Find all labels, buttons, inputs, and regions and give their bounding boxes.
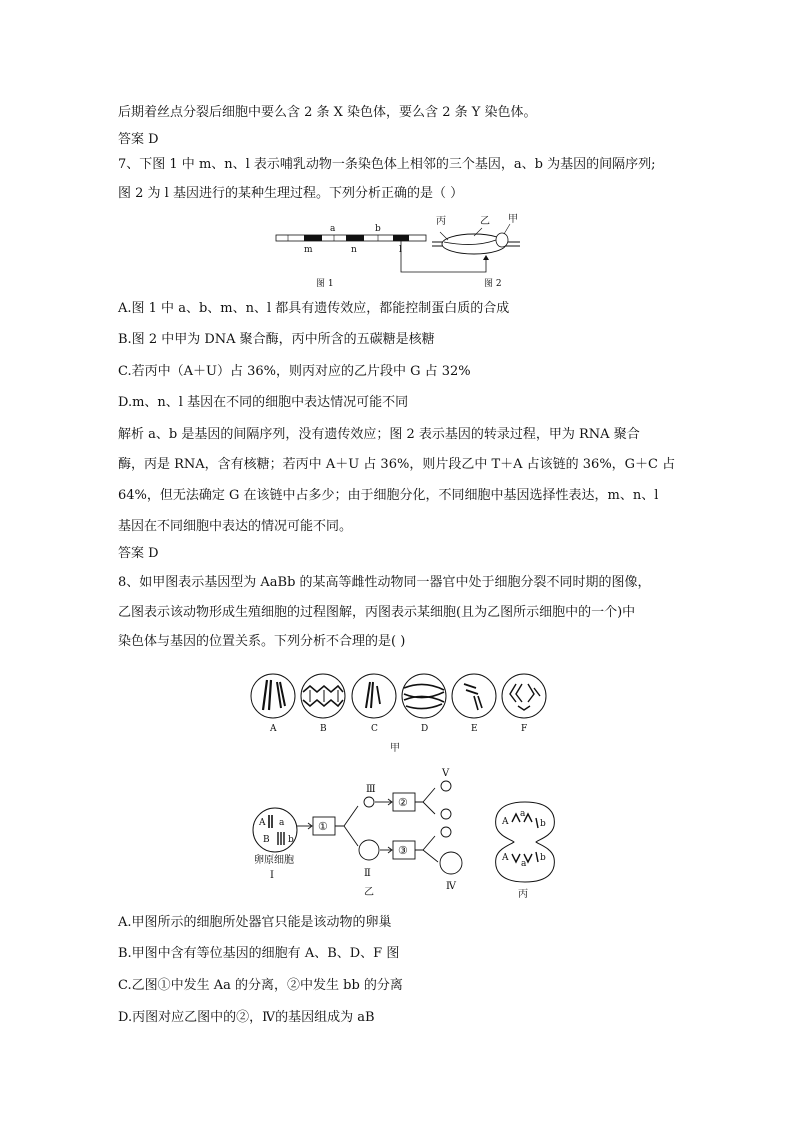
q8-option-c: C.乙图①中发生 Aa 的分离，②中发生 bb 的分离 — [118, 978, 403, 993]
cell-IV — [440, 852, 462, 874]
q8-stem-line-3: 染色体与基因的位置关系。下列分析不合理的是( ) — [118, 634, 406, 649]
q8-stem-line-1: 8、如甲图表示基因型为 AaBb 的某高等雌性动物同一器官中处于细胞分裂不同时期的图像， — [118, 575, 651, 590]
bing-gene-A-top: A — [502, 817, 509, 827]
oogonium-cell — [253, 808, 297, 852]
label-jia: 甲 — [508, 214, 518, 225]
label-bing: 丙 — [436, 216, 446, 227]
stage-V: Ⅴ — [442, 768, 450, 779]
q8-option-d: D.丙图对应乙图中的②，Ⅳ的基因组成为 aB — [118, 1010, 375, 1025]
cell-label-c: C — [371, 724, 378, 734]
label-m: m — [304, 245, 313, 255]
cell-e — [452, 674, 496, 718]
cell-label-b: B — [320, 724, 327, 734]
label-l: l — [399, 245, 402, 255]
q7-answer: 答案 D — [118, 546, 159, 561]
q7-analysis-line-2: 酶，丙是 RNA，含有核糖；若丙中 A＋U 占 36%，则片段乙中 T＋A 占该链的 36%，G＋C 占 — [118, 457, 676, 472]
stage-III: Ⅲ — [366, 784, 376, 795]
bing-gene-b-top: b — [540, 819, 546, 829]
oogonium-label: 卵原细胞 — [254, 855, 294, 866]
stage-I: Ⅰ — [270, 870, 274, 881]
q7-analysis-line-3: 64%，但无法确定 G 在该链中占多少；由于细胞分化，不同细胞中基因选择性表达，m、n、l — [118, 488, 659, 503]
chromosome-bar — [276, 235, 426, 241]
bing-gene-a-top: a — [520, 809, 526, 819]
intro-line: 后期着丝点分裂后细胞中要么含 2 条 X 染色体，要么含 2 条 Y 染色体。 — [118, 105, 537, 120]
cell-label-a: A — [270, 724, 277, 734]
q8-stem-line-2: 乙图表示该动物形成生殖细胞的过程图解，丙图表示某细胞(且为乙图所示细胞中的一个)中 — [118, 605, 636, 620]
gene-a: a — [279, 818, 285, 828]
q7-option-d: D.m、n、l 基因在不同的细胞中表达情况可能不同 — [118, 395, 409, 410]
cell-label-f: F — [521, 724, 528, 734]
q7-option-b: B.图 2 中甲为 DNA 聚合酶，丙中所含的五碳糖是核糖 — [118, 332, 435, 347]
bing-gene-b-bottom: b — [540, 853, 546, 863]
cell-f — [502, 674, 546, 718]
label-b: b — [375, 224, 381, 234]
q7-stem-line-2: 图 2 为 l 基因进行的某种生理过程。下列分析正确的是（ ） — [118, 186, 464, 201]
cell-c — [352, 674, 396, 718]
q7-option-a: A.图 1 中 a、b、m、n、l 都具有遗传效应，都能控制蛋白质的合成 — [118, 301, 510, 316]
label-yi: 乙 — [480, 216, 490, 227]
cell-label-d: D — [421, 724, 429, 734]
caption-yi: 乙 — [364, 887, 374, 898]
caption-figure-1: 图 1 — [316, 279, 334, 289]
stage-II: Ⅱ — [364, 868, 371, 879]
step-2: ② — [398, 796, 408, 809]
q7-option-c: C.若丙中（A＋U）占 36%，则丙对应的乙片段中 G 占 32% — [118, 364, 471, 379]
cell-b — [301, 674, 345, 718]
stage-IV: Ⅳ — [446, 881, 456, 892]
figure-jia — [240, 668, 560, 758]
step-1: ① — [318, 820, 328, 833]
polar-body-1 — [441, 809, 451, 819]
figure-bing — [490, 796, 560, 900]
cell-d — [402, 674, 446, 718]
polar-body-2 — [441, 827, 451, 837]
cell-II — [359, 840, 379, 860]
transcription-bubble — [432, 224, 520, 254]
cell-V — [441, 781, 451, 791]
q7-stem-line-1: 7、下图 1 中 m、n、l 表示哺乳动物一条染色体上相邻的三个基因，a、b 为基因的间隔序列; — [118, 157, 656, 172]
label-a: a — [330, 224, 336, 234]
cell-III — [364, 797, 374, 807]
figure-yi — [248, 768, 472, 900]
caption-bing: 丙 — [518, 889, 528, 900]
gene-b: b — [288, 835, 294, 845]
cell-label-e: E — [471, 724, 478, 734]
q7-figure — [260, 210, 540, 290]
q7-analysis-line-1: 解析 a、b 是基因的间隔序列，没有遗传效应；图 2 表示基因的转录过程，甲为 RNA 聚合 — [118, 427, 640, 442]
gene-B: B — [263, 835, 270, 845]
q7-analysis-line-4: 基因在不同细胞中表达的情况可能不同。 — [118, 519, 353, 534]
q8-option-a: A.甲图所示的细胞所处器官只能是该动物的卵巢 — [118, 915, 392, 930]
step-3: ③ — [398, 844, 408, 857]
bing-gene-A-bottom: A — [502, 853, 509, 863]
cell-a — [251, 674, 295, 718]
bing-gene-a-bottom: a — [521, 859, 527, 869]
gene-A: A — [259, 818, 266, 828]
answer-previous: 答案 D — [118, 132, 159, 147]
caption-jia: 甲 — [390, 743, 400, 754]
caption-figure-2: 图 2 — [484, 279, 502, 289]
label-n: n — [351, 245, 357, 255]
q8-option-b: B.甲图中含有等位基因的细胞有 A、B、D、F 图 — [118, 946, 400, 961]
